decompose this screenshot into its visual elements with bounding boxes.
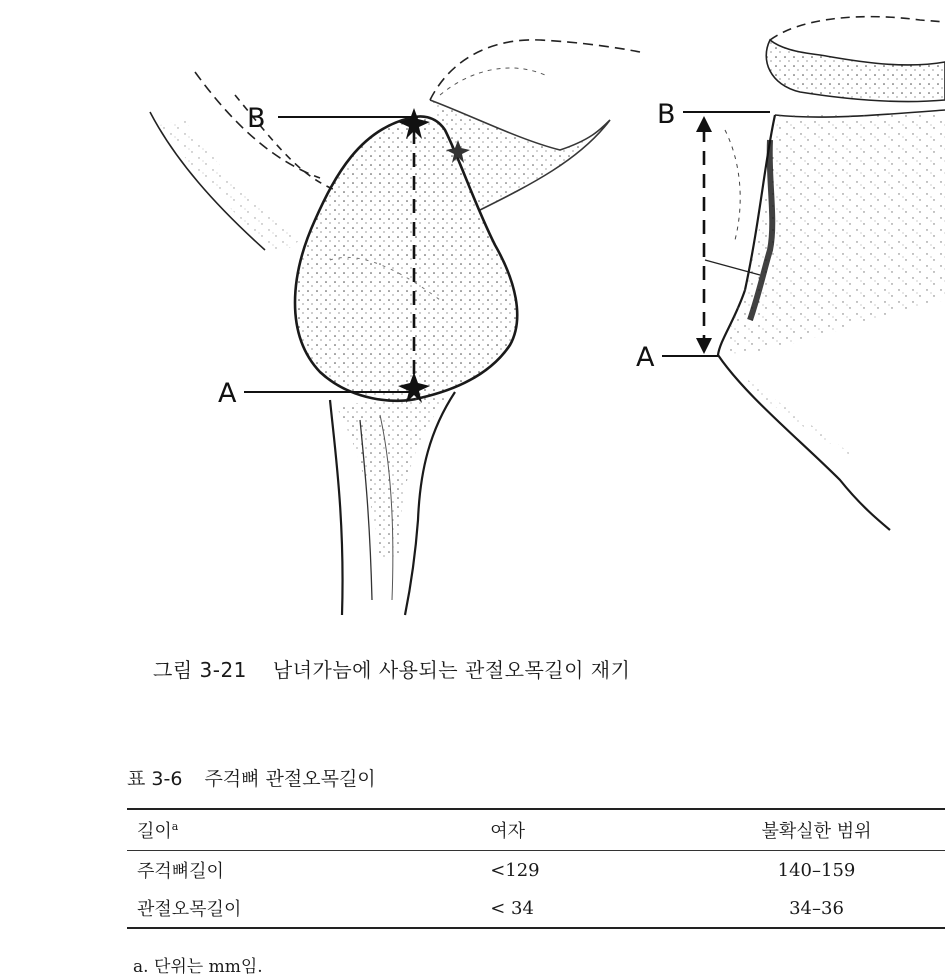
table-footnote: a. 단위는 mm임.: [133, 957, 263, 977]
header-female: 여자: [490, 821, 525, 842]
left-scapular-neck: [330, 392, 455, 615]
label-a-right: A: [636, 342, 655, 373]
table-row: [127, 889, 945, 928]
row-name: 주걱뼈길이: [137, 861, 224, 882]
label-b-left: B: [247, 103, 266, 134]
table-row: [127, 851, 945, 890]
figure-caption: [153, 654, 630, 683]
figure-caption-text: 남녀가늠에 사용되는 관절오목길이 재기: [272, 658, 631, 682]
table-header-row: [127, 809, 945, 851]
footnote-marker: a: [171, 820, 179, 833]
row-female: <129: [490, 859, 540, 881]
header-length: [127, 809, 490, 851]
row-uncertain: 34–36: [789, 897, 844, 919]
table-title: [127, 764, 376, 791]
row-name: 관절오목길이: [137, 899, 242, 920]
right-scapula-lateral: [705, 110, 945, 530]
table-number: 표 3-6: [127, 768, 183, 790]
row-uncertain: 140–159: [777, 859, 856, 881]
label-b-right: B: [657, 99, 676, 130]
table-title-text: 주걱뼈 관절오목길이: [204, 768, 376, 790]
header-uncertain-range: 불확실한 범위: [761, 821, 872, 842]
figure-number: 그림 3-21: [153, 658, 247, 682]
header-length-text: 길이: [137, 821, 172, 842]
row-female: < 34: [490, 897, 534, 919]
label-a-left: A: [218, 378, 237, 409]
glenoid-length-table: [127, 808, 945, 929]
right-acromion: [766, 17, 945, 102]
left-background-outlines: [150, 72, 335, 250]
